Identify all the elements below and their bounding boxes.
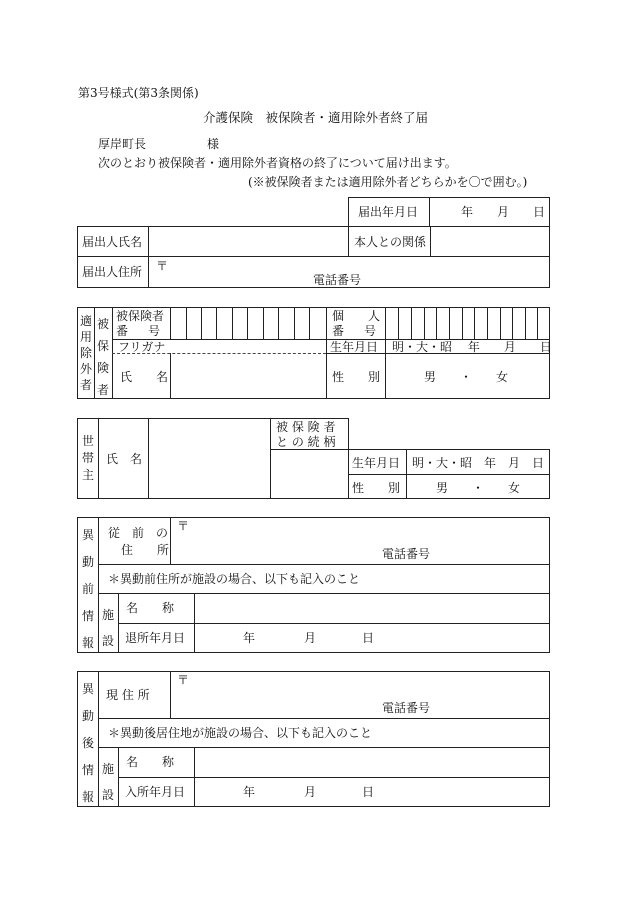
- addressee: 厚岸町長: [98, 137, 147, 151]
- after-facility-name-field[interactable]: [196, 749, 548, 775]
- before-date-day: 日: [362, 631, 375, 645]
- household-relation-label-1: 被 保 険 者: [276, 420, 336, 434]
- after-phone-label: 電話番号: [382, 701, 431, 715]
- before-facility-label: 施設: [101, 608, 114, 648]
- insured-side-label: 被保険者: [96, 317, 109, 397]
- after-postal-mark: 〒: [177, 673, 190, 687]
- date-day: 日: [533, 205, 546, 219]
- date-year: 年: [461, 205, 474, 219]
- intro-text: 次のとおり被保険者・適用除外者資格の終了について届け出ます。: [98, 156, 457, 170]
- after-date-month: 月: [304, 785, 317, 799]
- after-address-field[interactable]: [172, 673, 548, 716]
- before-facility-name-field[interactable]: [196, 595, 548, 621]
- exempt-side-label: 適用除外者: [79, 314, 92, 392]
- household-side-label: 世帯主: [81, 434, 94, 482]
- before-address-field[interactable]: [172, 519, 548, 562]
- postal-mark: 〒: [156, 259, 169, 273]
- before-postal-mark: 〒: [177, 519, 190, 533]
- insured-birth-value: 明・大・昭 年 月 日: [392, 340, 552, 354]
- after-date-year: 年: [243, 785, 256, 799]
- before-facility-name-label: 名 称: [126, 601, 175, 615]
- after-facility-label: 施設: [101, 762, 114, 802]
- applicant-name-field[interactable]: [150, 228, 346, 254]
- before-address-label-2: 住 所: [121, 543, 170, 557]
- household-sex-value: 男 ・ 女: [436, 481, 521, 495]
- insured-sex-label: 性 別: [332, 370, 381, 384]
- furigana-field[interactable]: [172, 340, 324, 352]
- insured-name-label: 氏 名: [120, 370, 169, 384]
- household-relation-label-2: と の 続 柄: [276, 435, 336, 449]
- form-title: 介護保険 被保険者・適用除外者終了届: [203, 110, 429, 125]
- form-number: 第3号様式(第3条関係): [78, 86, 199, 100]
- after-date-day: 日: [362, 785, 375, 799]
- personal-number-label-1: 個 人: [332, 309, 381, 323]
- insured-name-field[interactable]: [172, 355, 324, 397]
- relation-field[interactable]: [432, 228, 548, 254]
- before-side-label: 異動前情報: [81, 528, 94, 650]
- household-name-field[interactable]: [150, 420, 268, 497]
- applicant-address-label: 届出人住所: [82, 265, 143, 279]
- after-address-label: 現 住 所: [106, 688, 150, 702]
- before-date-label: 退所年月日: [125, 631, 186, 645]
- insured-number-label-2: 番 号: [116, 324, 165, 338]
- applicant-name-label: 届出人氏名: [82, 235, 143, 249]
- insured-sex-value: 男 ・ 女: [424, 370, 509, 384]
- household-birth-label: 生年月日: [352, 456, 401, 470]
- after-side-label: 異動後情報: [81, 682, 94, 804]
- before-address-label-1: 従 前 の: [108, 526, 169, 540]
- before-facility-note: ＊異動前住所が施設の場合、以下も記入のこと: [108, 572, 361, 586]
- before-date-month: 月: [304, 631, 317, 645]
- insured-birth-label: 生年月日: [330, 340, 379, 354]
- relation-label: 本人との関係: [354, 235, 427, 249]
- after-date-label: 入所年月日: [125, 785, 186, 799]
- honorific: 様: [207, 137, 220, 151]
- household-name-label: 氏 名: [106, 452, 143, 466]
- personal-number-label-2: 番 号: [332, 324, 381, 338]
- before-date-year: 年: [243, 631, 256, 645]
- household-sex-label: 性 別: [352, 481, 401, 495]
- furigana-label: フリガナ: [118, 340, 166, 354]
- date-month: 月: [497, 205, 510, 219]
- insured-number-label-1: 被保険者: [116, 309, 165, 323]
- after-facility-note: ＊異動後居住地が施設の場合、以下も記入のこと: [108, 726, 373, 740]
- after-facility-name-label: 名 称: [126, 755, 175, 769]
- before-phone-label: 電話番号: [382, 547, 431, 561]
- date-label: 届出年月日: [358, 205, 419, 219]
- circle-note: (※被保険者または適用除外者どちらかを〇で囲む。): [248, 175, 528, 189]
- phone-label: 電話番号: [313, 273, 362, 287]
- household-birth-value: 明・大・昭 年 月 日: [412, 456, 545, 470]
